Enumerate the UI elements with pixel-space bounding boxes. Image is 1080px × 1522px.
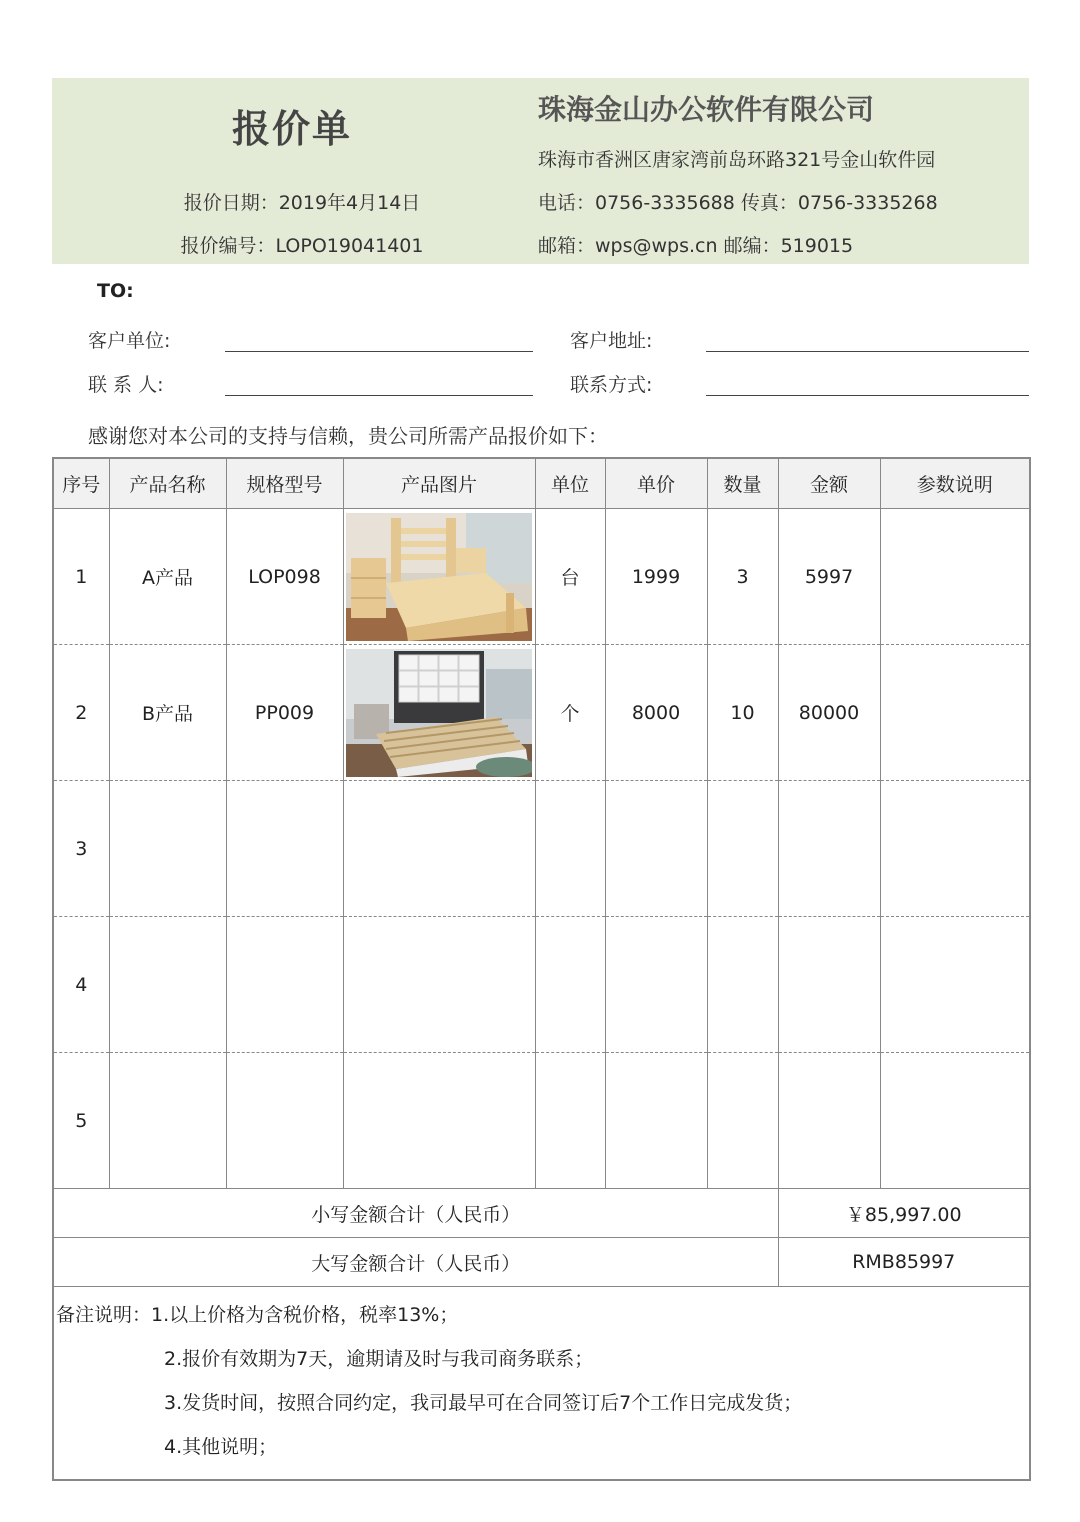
quote-number: 报价编号：LOPO19041401: [180, 235, 424, 257]
table-row: [53, 1053, 1030, 1189]
note-line-4: 4.其他说明；: [164, 1436, 278, 1458]
col-header-qty: 数量: [707, 458, 778, 509]
row-params: [880, 1053, 1030, 1189]
to-label: TO:: [97, 280, 134, 302]
row-no: 4: [53, 917, 109, 1053]
row-unit: [535, 1053, 605, 1189]
row-unit: 台: [535, 509, 605, 645]
row-model: PP009: [226, 645, 343, 781]
col-header-unit: 单位: [535, 458, 605, 509]
row-price: 8000: [605, 645, 707, 781]
total-lower-value: ￥85,997.00: [778, 1189, 1030, 1238]
table-row: [53, 917, 1030, 1053]
total-upper-label: 大写金额合计（人民币）: [53, 1238, 778, 1287]
col-header-no: 序号: [53, 458, 109, 509]
row-no: 5: [53, 1053, 109, 1189]
row-image-cell: [343, 1053, 535, 1189]
row-name: B产品: [109, 645, 226, 781]
total-lower-row: [53, 1189, 1030, 1238]
customer-unit-field[interactable]: [225, 351, 533, 352]
contact-person-field[interactable]: [225, 395, 533, 396]
row-no: 3: [53, 781, 109, 917]
company-phone-fax: 电话：0756-3335688 传真：0756-3335268: [538, 192, 938, 214]
notes-cell: [53, 1287, 1030, 1481]
table-row: [53, 509, 1030, 645]
row-model: [226, 1053, 343, 1189]
row-qty: 3: [707, 509, 778, 645]
quote-header: [52, 78, 1029, 264]
total-upper-row: [53, 1238, 1030, 1287]
row-price: [605, 781, 707, 917]
row-model: [226, 917, 343, 1053]
row-amount: 5997: [778, 509, 880, 645]
row-unit: [535, 917, 605, 1053]
row-params: [880, 781, 1030, 917]
company-name: 珠海金山办公软件有限公司: [538, 93, 875, 126]
row-params: [880, 509, 1030, 645]
row-name: A产品: [109, 509, 226, 645]
row-image-cell: [343, 917, 535, 1053]
row-amount: [778, 1053, 880, 1189]
wooden-bed-image: [346, 513, 532, 641]
col-header-name: 产品名称: [109, 458, 226, 509]
upholstered-bed-image: [346, 649, 532, 777]
row-price: [605, 917, 707, 1053]
row-price: [605, 1053, 707, 1189]
note-line-2: 2.报价有效期为7天，逾期请及时与我司商务联系；: [164, 1348, 594, 1370]
row-no: 2: [53, 645, 109, 781]
row-qty: [707, 1053, 778, 1189]
contact-method-label: 联系方式:: [570, 374, 653, 396]
quote-table: [52, 457, 1031, 1481]
row-qty: [707, 917, 778, 1053]
row-model: LOP098: [226, 509, 343, 645]
row-image-cell: [343, 645, 535, 781]
table-header-row: [53, 458, 1030, 509]
page-title: 报价单: [232, 107, 353, 151]
col-header-price: 单价: [605, 458, 707, 509]
total-lower-label: 小写金额合计（人民币）: [53, 1189, 778, 1238]
table-row: [53, 781, 1030, 917]
total-upper-value: RMB85997: [778, 1238, 1030, 1287]
row-amount: [778, 781, 880, 917]
col-header-params: 参数说明: [880, 458, 1030, 509]
row-name: [109, 1053, 226, 1189]
row-name: [109, 917, 226, 1053]
customer-unit-label: 客户单位:: [88, 330, 171, 352]
company-email-zip: 邮箱：wps@wps.cn 邮编：519015: [538, 235, 854, 257]
notes-row: [53, 1287, 1030, 1481]
row-params: [880, 917, 1030, 1053]
company-address: 珠海市香洲区唐家湾前岛环路321号金山软件园: [538, 149, 936, 171]
customer-address-field[interactable]: [706, 351, 1029, 352]
col-header-model: 规格型号: [226, 458, 343, 509]
row-model: [226, 781, 343, 917]
table-row: [53, 645, 1030, 781]
note-line-1: 备注说明：1.以上价格为含税价格，税率13%；: [56, 1304, 459, 1326]
quote-date: 报价日期：2019年4月14日: [183, 192, 421, 214]
row-amount: 80000: [778, 645, 880, 781]
row-qty: 10: [707, 645, 778, 781]
row-qty: [707, 781, 778, 917]
row-amount: [778, 917, 880, 1053]
customer-address-label: 客户地址:: [570, 330, 653, 352]
row-params: [880, 645, 1030, 781]
row-image-cell: [343, 781, 535, 917]
col-header-amount: 金额: [778, 458, 880, 509]
row-name: [109, 781, 226, 917]
row-price: 1999: [605, 509, 707, 645]
row-no: 1: [53, 509, 109, 645]
note-line-3: 3.发货时间，按照合同约定，我司最早可在合同签订后7个工作日完成发货；: [164, 1392, 803, 1414]
row-image-cell: [343, 509, 535, 645]
contact-method-field[interactable]: [706, 395, 1029, 396]
col-header-image: 产品图片: [343, 458, 535, 509]
row-unit: [535, 781, 605, 917]
row-unit: 个: [535, 645, 605, 781]
thanks-message: 感谢您对本公司的支持与信赖，贵公司所需产品报价如下：: [88, 424, 608, 448]
contact-person-label: 联 系 人:: [88, 374, 164, 396]
